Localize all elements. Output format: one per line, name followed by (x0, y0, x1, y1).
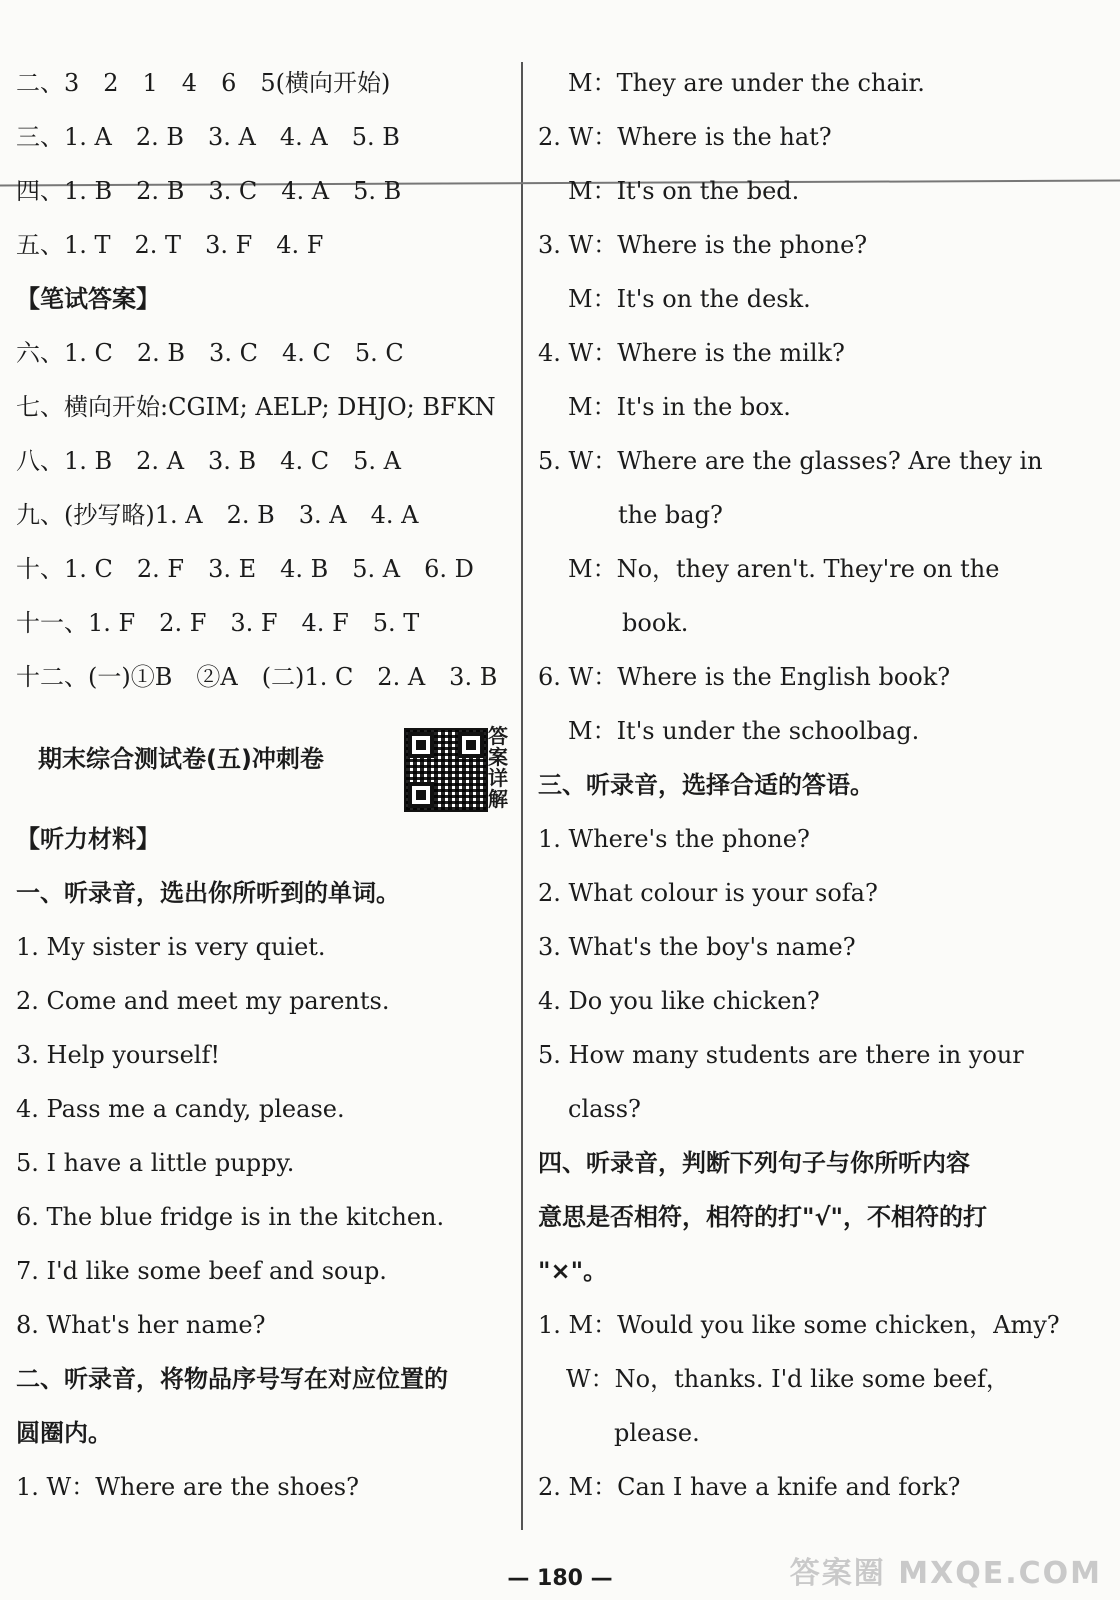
answer-line: 四、1. B 2. B 3. C 4. A 5. B (16, 177, 402, 205)
qr-caption: 答案详解 (488, 724, 508, 811)
transcript-line: 1. M：Would you like some chicken，Amy? (538, 1311, 1060, 1339)
answer-line: 十二、(一)①B ②A (二)1. C 2. A 3. B (16, 663, 498, 691)
question-heading: "×"。 (538, 1257, 608, 1285)
answer-line: 五、1. T 2. T 3. F 4. F (16, 231, 324, 259)
transcript-line: M：It's in the box. (568, 393, 791, 421)
watermark: 答案圈 MXQE.COM (789, 1556, 1102, 1591)
transcript-line: 1. Where's the phone? (538, 825, 810, 853)
answer-line: 七、横向开始:CGIM; AELP; DHJO; BFKN (16, 393, 496, 421)
question-heading: 二、听录音，将物品序号写在对应位置的 (16, 1365, 448, 1393)
transcript-line: W：No，thanks. I'd like some beef， (566, 1365, 1010, 1393)
column-divider (521, 62, 523, 1530)
transcript-line: 1. W：Where are the shoes? (16, 1473, 359, 1501)
transcript-line: M：They are under the chair. (568, 69, 925, 97)
section-heading: 【笔试答案】 (16, 285, 160, 313)
transcript-line: class? (568, 1095, 641, 1123)
transcript-line: 6. The blue fridge is in the kitchen. (16, 1203, 445, 1231)
question-heading: 三、听录音，选择合适的答语。 (538, 771, 874, 799)
transcript-line: 2. What colour is your sofa? (538, 879, 878, 907)
transcript-line: 4. Pass me a candy, please. (16, 1095, 345, 1123)
transcript-line: 3. What's the boy's name? (538, 933, 856, 961)
question-heading: 意思是否相符，相符的打"√"，不相符的打 (538, 1203, 988, 1231)
question-heading: 圆圈内。 (16, 1419, 112, 1447)
answer-line: 十、1. C 2. F 3. E 4. B 5. A 6. D (16, 555, 474, 583)
section-title: 期末综合测试卷(五)冲刺卷 (38, 745, 324, 773)
transcript-line: M：It's on the bed. (568, 177, 800, 205)
section-heading: 【听力材料】 (16, 825, 160, 853)
transcript-line: 8. What's her name? (16, 1311, 266, 1339)
page-number: — 180 — (507, 1566, 613, 1591)
answer-line: 九、(抄写略)1. A 2. B 3. A 4. A (16, 501, 419, 529)
question-heading: 四、听录音，判断下列句子与你所听内容 (538, 1149, 970, 1177)
transcript-line: 4. W：Where is the milk? (538, 339, 845, 367)
answer-line: 六、1. C 2. B 3. C 4. C 5. C (16, 339, 404, 367)
transcript-line: book. (622, 609, 689, 637)
transcript-line: 7. I'd like some beef and soup. (16, 1257, 387, 1285)
transcript-line: 4. Do you like chicken? (538, 987, 820, 1015)
answer-line: 二、3 2 1 4 6 5(横向开始) (16, 69, 391, 97)
qr-code-icon[interactable] (404, 728, 488, 812)
transcript-line: 5. How many students are there in your (538, 1041, 1024, 1069)
transcript-line: please. (614, 1419, 700, 1447)
transcript-line: M：It's under the schoolbag. (568, 717, 920, 745)
transcript-line: M：No，they aren't. They're on the (568, 555, 1000, 583)
transcript-line: 5. W：Where are the glasses? Are they in (538, 447, 1043, 475)
transcript-line: 2. W：Where is the hat? (538, 123, 832, 151)
transcript-line: 2. M：Can I have a knife and fork? (538, 1473, 961, 1501)
answer-line: 八、1. B 2. A 3. B 4. C 5. A (16, 447, 401, 475)
answer-line: 三、1. A 2. B 3. A 4. A 5. B (16, 123, 400, 151)
question-heading: 一、听录音，选出你所听到的单词。 (16, 879, 400, 907)
transcript-line: 2. Come and meet my parents. (16, 987, 390, 1015)
transcript-line: 3. Help yourself! (16, 1041, 220, 1069)
transcript-line: 3. W：Where is the phone? (538, 231, 868, 259)
transcript-line: M：It's on the desk. (568, 285, 811, 313)
transcript-line: 6. W：Where is the English book? (538, 663, 951, 691)
transcript-line: the bag? (618, 501, 723, 529)
transcript-line: 5. I have a little puppy. (16, 1149, 295, 1177)
transcript-line: 1. My sister is very quiet. (16, 933, 326, 961)
answer-line: 十一、1. F 2. F 3. F 4. F 5. T (16, 609, 420, 637)
